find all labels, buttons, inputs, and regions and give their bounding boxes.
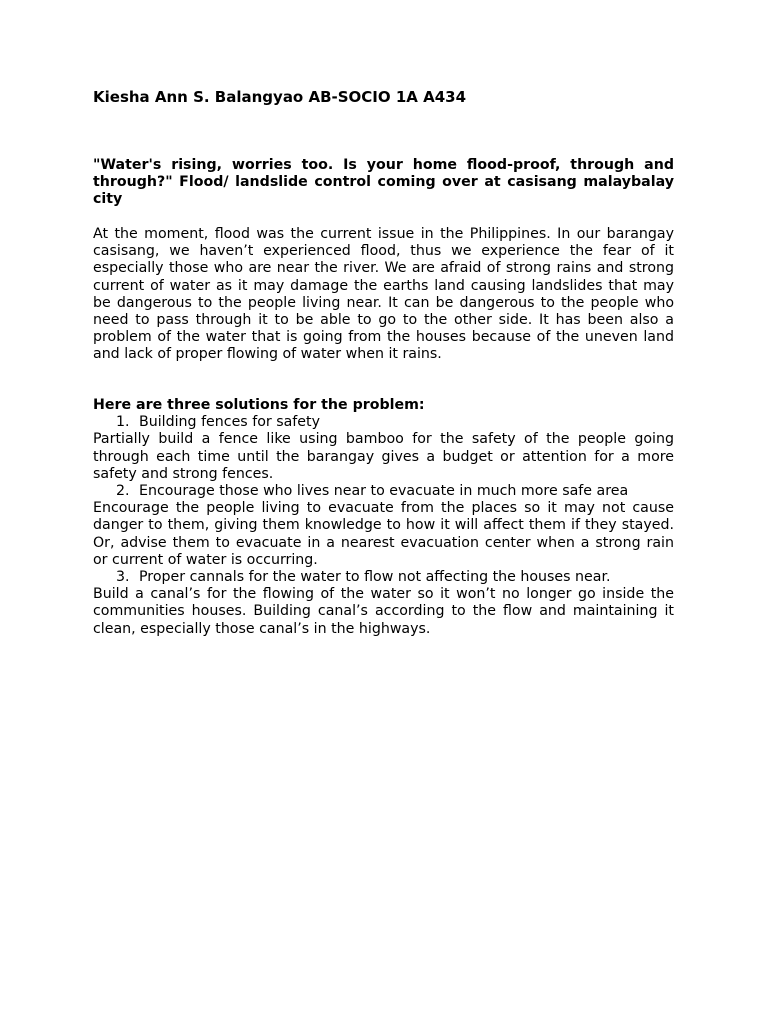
solution-body-1: Partially build a fence like using bamboo for the safety of the people going through each time until the barangay gives a budget or attention for a more safety and strong fences. — [93, 431, 674, 482]
solution-number: 1. — [116, 414, 130, 431]
solution-body-2: Encourage the people living to evacuate from the places so it may not cause danger to them, giving them knowledge to how it will affect them if they stayed. Or, advise them to evacuate in a nearest evacuation center when a strong rain or current of water is occurring. — [93, 500, 674, 568]
solutions-heading: Here are three solutions for the problem: — [93, 397, 425, 413]
solutions-section — [93, 397, 674, 638]
solution-number: 2. — [116, 483, 130, 500]
solution-title: Proper cannals for the water to flow not affecting the houses near. — [139, 569, 611, 586]
solution-title: Encourage those who lives near to evacuate in much more safe area — [139, 483, 629, 500]
solution-number: 3. — [116, 569, 130, 586]
solution-item-1 — [93, 414, 674, 431]
solution-body-3: Build a canal’s for the flowing of the water so it won’t no longer go inside the communities houses. Building canal’s according to the flow and maintaining it clean, especially those canal’s in the highways. — [93, 586, 674, 637]
solution-item-3 — [93, 569, 674, 586]
author-line: Kiesha Ann S. Balangyao AB-SOCIO 1A A434 — [93, 88, 467, 106]
solution-item-2 — [93, 483, 674, 500]
solution-title: Building fences for safety — [139, 414, 320, 431]
intro-paragraph: At the moment, flood was the current issue in the Philippines. In our barangay casisang, we haven’t experienced flood, thus we experience the fear of it especially those who are near the river. We are afraid of strong rains and strong current of water as it may damage the earths land causing landslides that may be dangerous to the people living near. It can be dangerous to the people who need to pass through it to be able to go to the other side. It has been also a problem of the water that is going from the houses because of the uneven land and lack of proper flowing of water when it rains. — [93, 226, 674, 363]
essay-title: "Water's rising, worries too. Is your home flood-proof, through and through?" Flood/ landslide control coming over at casisang malaybalay city — [93, 157, 674, 208]
